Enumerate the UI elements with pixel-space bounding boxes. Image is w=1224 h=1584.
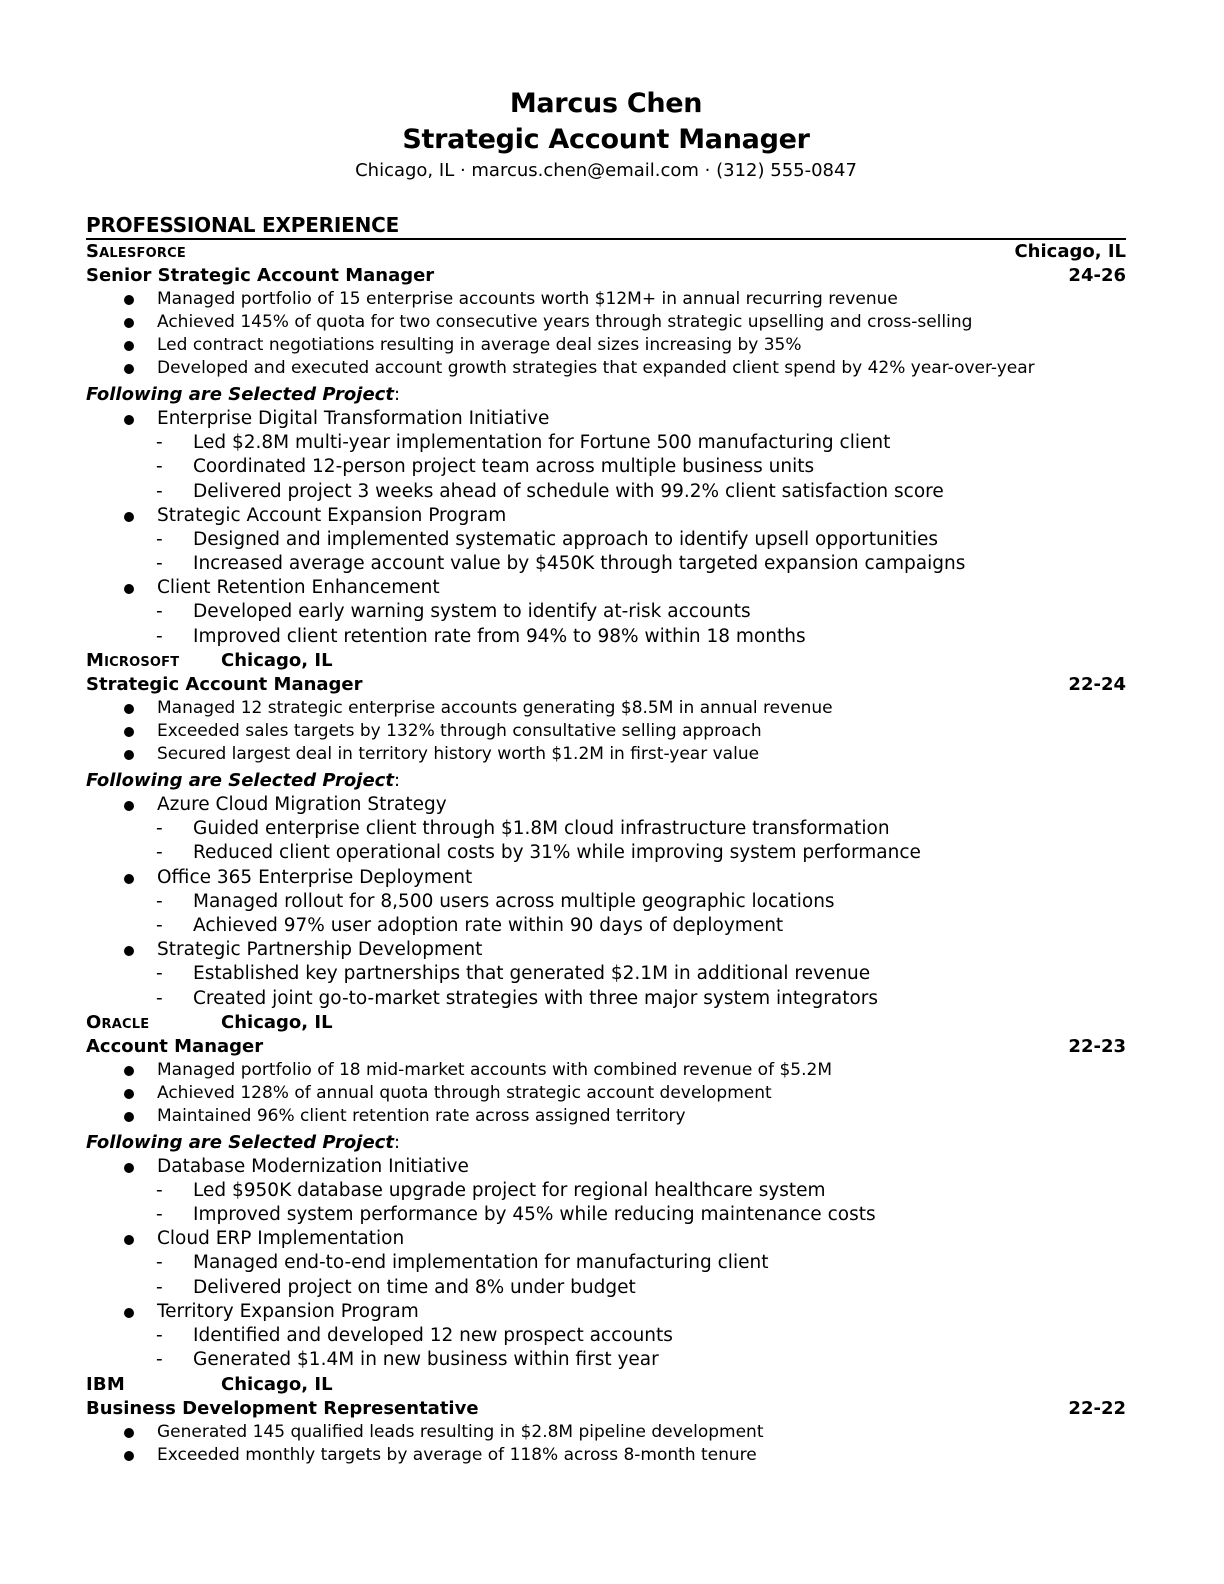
job-role: Account Manager <box>86 1035 264 1057</box>
project-name: Database Modernization Initiative <box>86 1155 1126 1179</box>
project-detail: - Created joint go-to-market strategies with three major system integrators <box>86 987 1126 1011</box>
project-name: Strategic Account Expansion Program <box>86 504 1126 528</box>
projects-colon: : <box>393 384 401 405</box>
project-detail: - Improved client retention rate from 94% to 98% within 18 months <box>86 625 1126 649</box>
company-row <box>86 1373 1126 1397</box>
achievement-item: Achieved 128% of annual quota through strategic account development <box>86 1082 1126 1105</box>
project-detail: - Managed end-to-end implementation for manufacturing client <box>86 1251 1126 1275</box>
job-entry <box>86 649 1126 1011</box>
job-entry <box>86 1373 1126 1467</box>
project-detail: - Managed rollout for 8,500 users across multiple geographic locations <box>86 890 1126 914</box>
project-detail: - Designed and implemented systematic approach to identify upsell opportunities <box>86 528 1126 552</box>
projects-label: Following are Selected Project <box>86 1131 394 1153</box>
project-detail: - Delivered project 3 weeks ahead of schedule with 99.2% client satisfaction score <box>86 480 1126 504</box>
project-name: Client Retention Enhancement <box>86 576 1126 600</box>
company-name: Microsoft <box>86 650 180 672</box>
job-dates: 24-26 <box>1068 265 1126 286</box>
job-location: Chicago, IL <box>221 1011 333 1033</box>
achievement-list <box>86 1059 1126 1128</box>
resume-page <box>86 86 1126 1467</box>
achievement-item: Led contract negotiations resulting in average deal sizes increasing by 35% <box>86 334 1126 357</box>
projects-colon: : <box>393 770 401 792</box>
company-name: Oracle <box>86 1011 150 1033</box>
project-name: Cloud ERP Implementation <box>86 1227 1126 1251</box>
company-row <box>86 240 1126 264</box>
role-row <box>86 264 1126 288</box>
job-role: Strategic Account Manager <box>86 674 363 696</box>
project-name: Azure Cloud Migration Strategy <box>86 793 1126 817</box>
role-row <box>86 1035 1126 1059</box>
achievement-list <box>86 288 1126 380</box>
job-entry <box>86 1011 1126 1373</box>
achievement-item: Achieved 145% of quota for two consecutive years through strategic upselling and cross-selling <box>86 311 1126 334</box>
candidate-name: Marcus Chen <box>509 88 703 119</box>
project-name: Office 365 Enterprise Deployment <box>86 866 1126 890</box>
project-detail: - Led $950K database upgrade project for regional healthcare system <box>86 1179 1126 1203</box>
project-name: Strategic Partnership Development <box>86 938 1126 962</box>
project-detail: - Established key partnerships that generated $2.1M in additional revenue <box>86 962 1126 986</box>
achievement-item: Developed and executed account growth strategies that expanded client spend by 42% year-over-year <box>86 357 1126 380</box>
achievement-list <box>86 1421 1126 1467</box>
projects-heading <box>86 768 1126 793</box>
projects-heading <box>86 1130 1126 1155</box>
job-location: Chicago, IL <box>221 1373 333 1395</box>
achievement-item: Secured largest deal in territory history worth $1.2M in first-year value <box>86 743 1126 766</box>
job-location: Chicago, IL <box>1014 241 1126 262</box>
company-name: IBM <box>86 1373 125 1395</box>
projects-label: Following are Selected Project <box>86 384 394 405</box>
contact-line: Chicago, IL · marcus.chen@email.com · (312) 555-0847 <box>355 160 857 181</box>
achievement-item: Managed portfolio of 15 enterprise accounts worth $12M+ in annual recurring revenue <box>86 288 1126 311</box>
job-entry <box>86 240 1126 649</box>
achievement-item: Managed portfolio of 18 mid-market accounts with combined revenue of $5.2M <box>86 1059 1126 1082</box>
company-name: Salesforce <box>86 241 186 262</box>
achievement-item: Exceeded sales targets by 132% through consultative selling approach <box>86 720 1126 743</box>
project-detail: - Generated $1.4M in new business within first year <box>86 1348 1126 1372</box>
projects-colon: : <box>393 1131 401 1153</box>
achievement-item: Managed 12 strategic enterprise accounts generating $8.5M in annual revenue <box>86 697 1126 720</box>
project-detail: - Improved system performance by 45% while reducing maintenance costs <box>86 1203 1126 1227</box>
project-detail: - Identified and developed 12 new prospect accounts <box>86 1324 1126 1348</box>
projects-heading <box>86 382 1126 407</box>
project-detail: - Increased average account value by $450K through targeted expansion campaigns <box>86 552 1126 576</box>
projects-label: Following are Selected Project <box>86 770 394 792</box>
project-detail: - Delivered project on time and 8% under budget <box>86 1276 1126 1300</box>
job-location: Chicago, IL <box>221 650 333 672</box>
job-role: Senior Strategic Account Manager <box>86 265 435 286</box>
job-dates: 22-23 <box>1068 1035 1126 1057</box>
section-title-experience: PROFESSIONAL EXPERIENCE <box>86 212 1126 240</box>
project-detail: - Developed early warning system to identify at-risk accounts <box>86 600 1126 624</box>
project-list <box>86 1155 1126 1373</box>
project-detail: - Guided enterprise client through $1.8M cloud infrastructure transformation <box>86 817 1126 841</box>
achievement-item: Generated 145 qualified leads resulting in $2.8M pipeline development <box>86 1421 1126 1444</box>
project-list <box>86 793 1126 1011</box>
project-detail: - Coordinated 12-person project team across multiple business units <box>86 455 1126 479</box>
project-detail: - Led $2.8M multi-year implementation for Fortune 500 manufacturing client <box>86 431 1126 455</box>
role-row <box>86 673 1126 697</box>
achievement-item: Maintained 96% client retention rate across assigned territory <box>86 1105 1126 1128</box>
achievement-list <box>86 697 1126 766</box>
project-detail: - Reduced client operational costs by 31% while improving system performance <box>86 841 1126 865</box>
project-name: Enterprise Digital Transformation Initiative <box>86 407 1126 431</box>
job-dates: 22-24 <box>1068 674 1126 696</box>
project-name: Territory Expansion Program <box>86 1300 1126 1324</box>
company-row <box>86 649 1126 673</box>
project-list <box>86 407 1126 649</box>
candidate-title: Strategic Account Manager <box>402 124 810 155</box>
company-row <box>86 1011 1126 1035</box>
achievement-item: Exceeded monthly targets by average of 118% across 8-month tenure <box>86 1444 1126 1467</box>
job-role: Business Development Representative <box>86 1397 479 1419</box>
role-row <box>86 1397 1126 1421</box>
project-detail: - Achieved 97% user adoption rate within 90 days of deployment <box>86 914 1126 938</box>
job-dates: 22-22 <box>1068 1397 1126 1419</box>
